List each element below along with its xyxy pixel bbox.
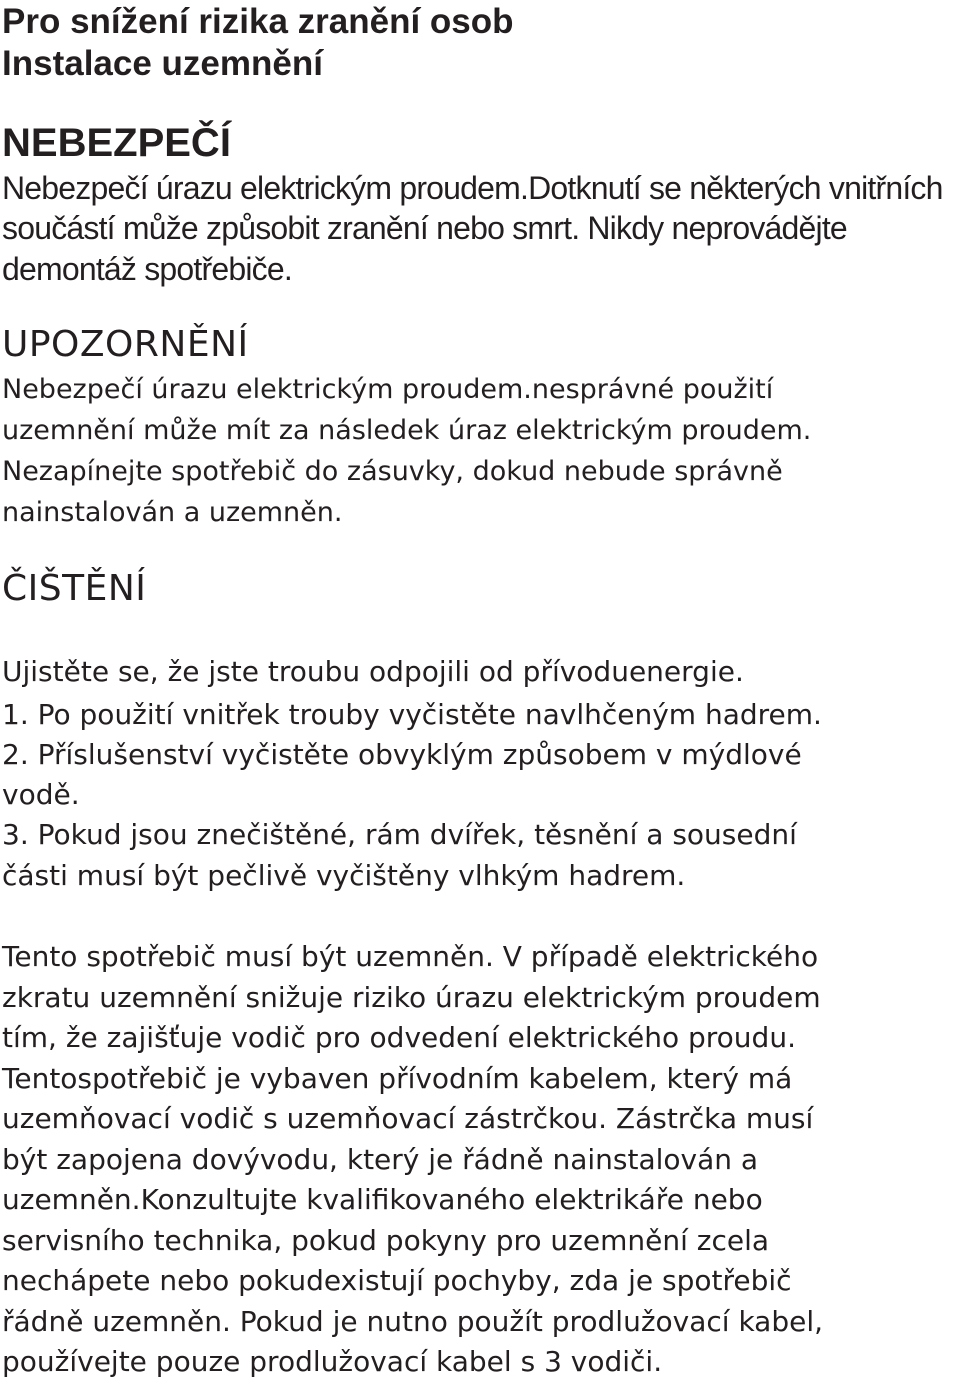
warning-text-line: nainstalován a uzemněn. xyxy=(2,497,343,528)
danger-text-line: demontáž spotřebiče. xyxy=(2,251,292,287)
cleaning-step-3: 3. Pokud jsou znečištěné, rám dvířek, těsnění a sousední xyxy=(2,818,797,851)
grounding-text-line: uzemněn.Konzultujte kvalifikovaného elektrikáře nebo xyxy=(2,1183,763,1216)
warning-text-line: uzemnění může mít za následek úraz elektrickým proudem. xyxy=(2,415,812,446)
danger-text-line: součástí může způsobit zranění nebo smrt. Nikdy neprovádějte xyxy=(2,210,847,246)
grounding-text-line: tím, že zajišťuje vodič pro odvedení elektrického proudu. xyxy=(2,1021,796,1054)
grounding-text-line: nechápete nebo pokudexistují pochyby, zda je spotřebič xyxy=(2,1264,792,1297)
cleaning-step-1: 1. Po použití vnitřek trouby vyčistěte navlhčeným hadrem. xyxy=(2,698,822,731)
grounding-text-line: používejte pouze prodlužovací kabel s 3 vodiči. xyxy=(2,1345,663,1378)
page-subtitle: Instalace uzemnění xyxy=(2,44,323,83)
grounding-text-line: zkratu uzemnění snižuje riziko úrazu elektrickým proudem xyxy=(2,981,821,1014)
page-title: Pro snížení rizika zranění osob xyxy=(2,2,514,41)
grounding-text-line: být zapojena dovývodu, který je řádně nainstalován a xyxy=(2,1143,759,1176)
warning-heading: UPOZORNĚNÍ xyxy=(2,324,249,365)
grounding-text-line: servisního technika, pokud pokyny pro uzemnění zcela xyxy=(2,1224,770,1257)
cleaning-step-2: 2. Příslušenství vyčistěte obvyklým způsobem v mýdlové xyxy=(2,738,802,771)
cleaning-step-3-cont: části musí být pečlivě vyčištěny vlhkým hadrem. xyxy=(2,859,686,892)
cleaning-step-2-cont: vodě. xyxy=(2,778,80,811)
cleaning-text-line: Ujistěte se, že jste troubu odpojili od přívoduenergie. xyxy=(2,655,744,688)
grounding-text-line: řádně uzemněn. Pokud je nutno použít prodlužovací kabel, xyxy=(2,1305,824,1338)
danger-text-line: Nebezpečí úrazu elektrickým proudem.Dotknutí se některých vnitřních xyxy=(2,170,943,206)
cleaning-heading: ČIŠTĚNÍ xyxy=(2,568,147,609)
grounding-text-line: uzemňovací vodič s uzemňovací zástrčkou. Zástrčka musí xyxy=(2,1102,814,1135)
danger-heading: NEBEZPEČÍ xyxy=(2,121,231,165)
grounding-text-line: Tento spotřebič musí být uzemněn. V případě elektrického xyxy=(2,940,819,973)
warning-text-line: Nebezpečí úrazu elektrickým proudem.nesprávné použití xyxy=(2,374,774,405)
warning-text-line: Nezapínejte spotřebič do zásuvky, dokud nebude správně xyxy=(2,456,783,487)
grounding-text-line: Tentospotřebič je vybaven přívodním kabelem, který má xyxy=(2,1062,793,1095)
